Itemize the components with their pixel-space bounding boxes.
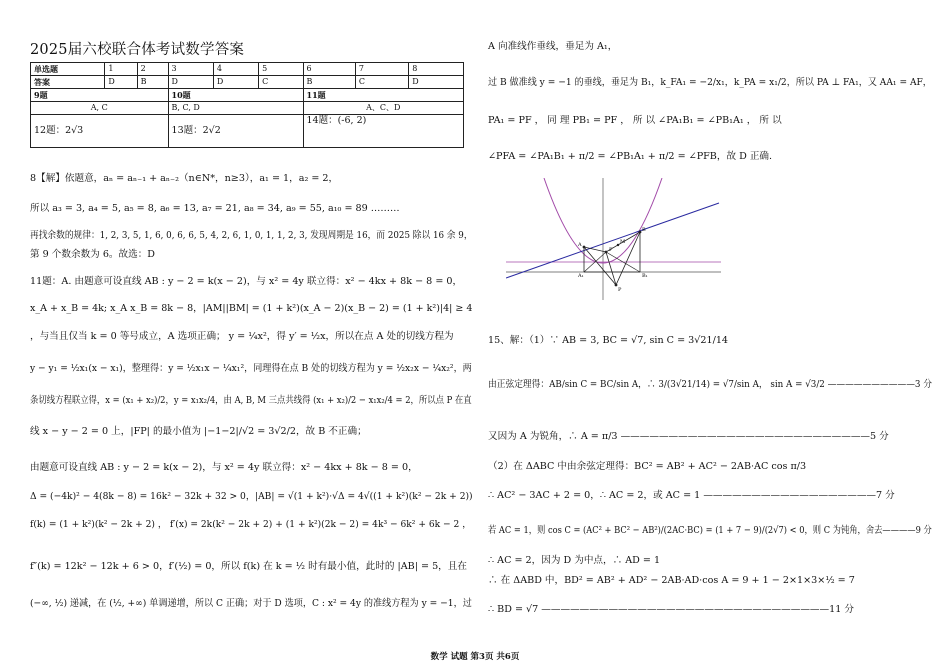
table-row — [31, 102, 464, 115]
table-cell: D — [409, 76, 464, 89]
solution-line: f(k) = (1 + k²)(k² − 2k + 2) ， f′(x) = 2k(k² − 2k + 2) + (1 + k²)(2k − 2) = 4k³ − 6k² + 6k − 2 ， — [30, 519, 472, 530]
solution-line: ∴ AC = 2，因为 D 为中点，∴ AD = 1 — [488, 555, 661, 566]
solution-line: ∠PFA = ∠PA₁B₁ + π/2 = ∠PB₁A₁ + π/2 = ∠PFB，故 D 正确. — [488, 151, 773, 162]
solution-line: 由正弦定理得：AB/sin C = BC/sin A，∴ 3/(3√21/14) = √7/sin A， sin A = √3/2 ——————————3 分 — [488, 379, 932, 390]
solution-line: PA₁ = PF ， 同 理 PB₁ = PF ， 所 以 ∠PA₁B₁ = ∠PB₁A₁ ， 所 以 — [488, 115, 782, 126]
point-b — [639, 231, 642, 234]
table-cell: 1 — [105, 63, 137, 76]
point-p — [615, 284, 618, 287]
solution-line: ∴ BD = √7 ——————————————————————————————11 分 — [488, 604, 854, 615]
parabola-figure — [506, 178, 721, 300]
table-cell: 14题：(-6, 2) — [303, 115, 464, 148]
solution-line: 若 AC = 1，则 cos C = (AC² + BC² − AB²)/(2AC·BC) = (1 + 7 − 9)/(2√7) < 0，则 C 为钝角，舍去————9 分 — [488, 525, 932, 536]
solution-line: 又因为 A 为锐角，∴ A = π/3 ——————————————————————————5 分 — [488, 431, 889, 442]
label-p: P — [618, 287, 622, 293]
table-cell: 12题：2√3 — [31, 115, 169, 148]
solution-line: (−∞, ½) 递减，在 (½, +∞) 单调递增，所以 C 正确；对于 D 选项，C : x² = 4y 的准线方程为 y = −1，过 — [30, 598, 472, 609]
table-cell: 2 — [137, 63, 168, 76]
solution-line: 15、解：（1）∵ AB = 3, BC = √7, sin C = 3√21/14 — [488, 335, 729, 346]
answer-table — [30, 62, 464, 148]
table-cell: 6 — [303, 63, 355, 76]
solution-line: 条切线方程联立得，x = (x₁ + x₂)/2，y = x₁x₂/4，由 A, B, M 三点共线得 (x₁ + x₂)/2 − x₁x₂/4 = 2，所以点 P 在直 — [30, 395, 472, 406]
solution-line: x_A + x_B = 4k; x_A x_B = 8k − 8，|AM||BM| = (1 + k²)(x_A − 2)(x_B − 2) = (1 + k²)|4| ≥ 4 — [30, 303, 473, 314]
label-b: B — [642, 227, 646, 233]
solution-line: f″(k) = 12k² − 12k + 6 > 0，f′(½) = 0，所以 f(k) 在 k = ½ 时有最小值，此时的 |AB| = 5，且在 — [30, 561, 467, 572]
line-ab — [506, 203, 719, 278]
solution-line: 再找余数的规律：1, 2, 3, 5, 1, 6, 0, 6, 6, 5, 4, 2, 6, 1, 0, 1, 1, 2, 3, 发现周期是 16，而 2025 除以 16 余 9， — [30, 230, 473, 241]
table-cell: B — [303, 76, 355, 89]
page-title: 2025届六校联合体考试数学答案 — [30, 42, 245, 58]
solution-line: 过 B 做准线 y = −1 的垂线，垂足为 B₁，k_FA₁ = −2/x₁，k_PA = x₁/2，所以 PA ⊥ FA₁，又 AA₁ = AF， — [488, 77, 932, 88]
table-cell: A、C、D — [303, 102, 464, 115]
point-f — [605, 251, 608, 254]
table-cell: 单选题 — [31, 63, 105, 76]
label-f: F — [609, 247, 613, 253]
table-cell: D — [213, 76, 258, 89]
table-cell: B, C, D — [168, 102, 303, 115]
table-cell: 13题：2√2 — [168, 115, 303, 148]
solution-line: 11题：A. 由题意可设直线 AB : y − 2 = k(x − 2)，与 x² = 4y 联立得：x² − 4kx + 8k − 8 = 0， — [30, 276, 463, 287]
solution-line: ，与当且仅当 k = 0 等号成立，A 选项正确； y = ¼x²，得 y′ = ½x，所以在点 A 处的切线方程为 — [30, 331, 454, 342]
solution-line: 8【解】依题意，aₙ = aₙ₋₁ + aₙ₋₂（n∈N*，n≥3），a₁ = 1，a₂ = 2， — [30, 173, 339, 184]
page-footer: 数学 试题 第3页 共6页 — [430, 652, 520, 662]
tangent-lines — [584, 232, 640, 285]
table-cell: 4 — [213, 63, 258, 76]
table-cell: 9题 — [31, 89, 169, 102]
table-cell: 5 — [259, 63, 303, 76]
solution-line: ∴ 在 ΔABD 中，BD² = AB² + AD² − 2AB·AD·cos A = 9 + 1 − 2×1×3×½ = 7 — [488, 575, 855, 586]
label-a1: A₁ — [578, 273, 584, 279]
label-b1: B₁ — [642, 273, 648, 279]
table-cell: B — [137, 76, 168, 89]
label-m: M — [620, 239, 626, 245]
point-m — [617, 244, 619, 246]
solution-line: 第 9 个数余数为 6。故选：D — [30, 249, 155, 260]
table-cell: D — [168, 76, 213, 89]
solution-line: A 向准线作垂线，垂足为 A₁， — [488, 41, 618, 52]
table-row — [31, 89, 464, 102]
table-cell: D — [105, 76, 137, 89]
table-row — [31, 115, 464, 148]
solution-line: ∴ AC² − 3AC + 2 = 0，∴ AC = 2，或 AC = 1 ——————————————————7 分 — [488, 490, 895, 501]
table-cell: A, C — [31, 102, 169, 115]
solution-line: 由题意可设直线 AB : y − 2 = k(x − 2)，与 x² = 4y 联立得：x² − 4kx + 8k − 8 = 0， — [30, 462, 418, 473]
solution-line: y − y₁ = ½x₁(x − x₁)，整理得：y = ½x₁x − ¼x₁²，同理得在点 B 处的切线方程为 y = ½x₂x − ¼x₂²，两 — [30, 363, 472, 374]
table-cell: 7 — [355, 63, 408, 76]
solution-line: Δ = (−4k)² − 4(8k − 8) = 16k² − 32k + 32 > 0，|AB| = √(1 + k²)·√Δ = 4√((1 + k²)(k² − 2k + 2)) — [30, 491, 473, 502]
point-a — [583, 246, 586, 249]
table-cell: 8 — [409, 63, 464, 76]
solution-line: 线 x − y − 2 = 0 上，|FP| 的最小值为 |−1−2|/√2 = 3√2/2，故 B 不正确； — [30, 426, 367, 437]
table-row — [31, 63, 464, 76]
table-cell: 答案 — [31, 76, 105, 89]
label-a: A — [578, 242, 582, 248]
solution-line: 所以 a₃ = 3, a₄ = 5, a₅ = 8, a₆ = 13, a₇ = 21, a₈ = 34, a₉ = 55, a₁₀ = 89 ……… — [30, 203, 400, 214]
table-cell: 10题 — [168, 89, 303, 102]
table-cell: C — [259, 76, 303, 89]
table-cell: 11题 — [303, 89, 464, 102]
table-cell: 3 — [168, 63, 213, 76]
table-cell: C — [355, 76, 408, 89]
table-row — [31, 76, 464, 89]
solution-line: （2）在 ΔABC 中由余弦定理得：BC² = AB² + AC² − 2AB·AC cos π/3 — [488, 461, 807, 472]
